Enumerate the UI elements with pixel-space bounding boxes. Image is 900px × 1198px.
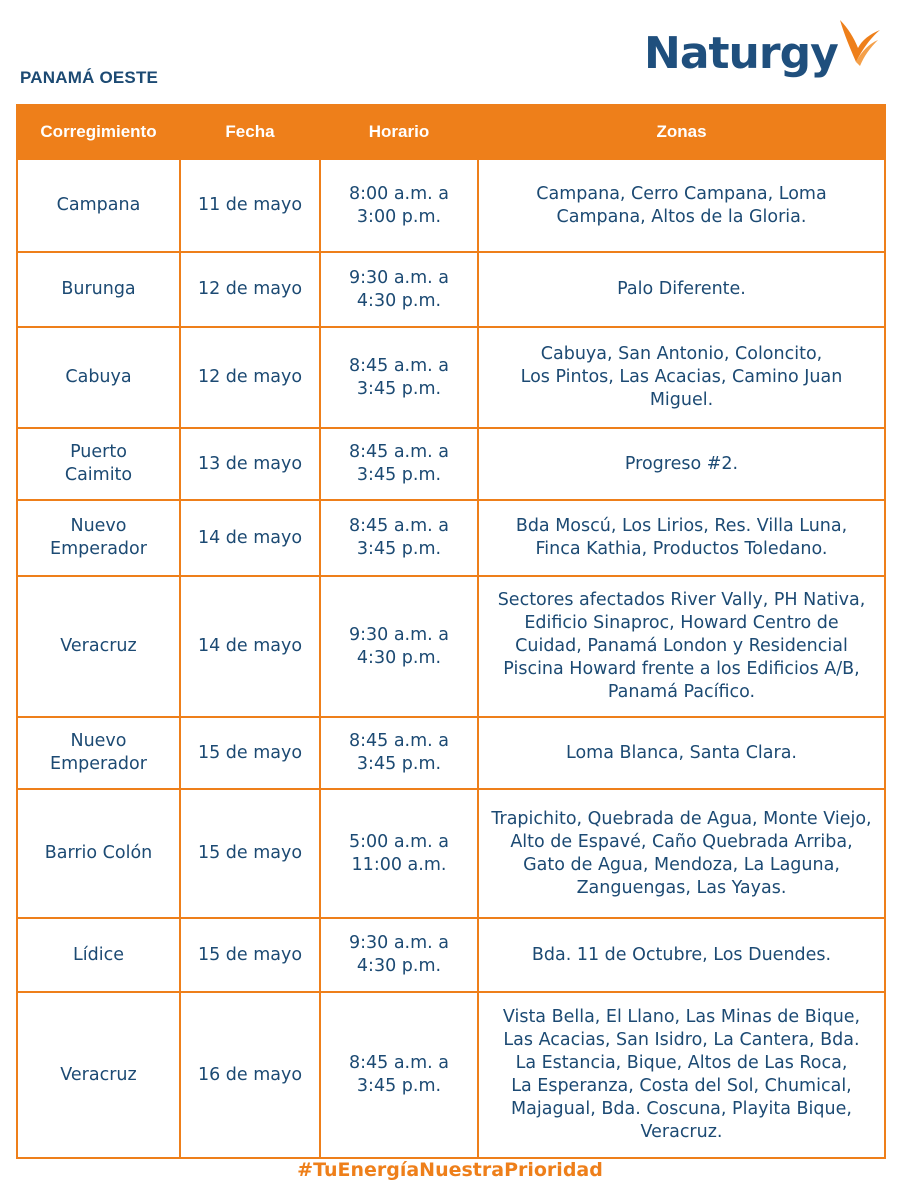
cell-horario: 8:45 a.m. a 3:45 p.m. bbox=[320, 717, 478, 789]
cell-zonas: Bda Moscú, Los Lirios, Res. Villa Luna, Finca Kathia, Productos Toledano. bbox=[478, 500, 885, 576]
cell-fecha: 11 de mayo bbox=[180, 159, 320, 252]
cell-fecha: 16 de mayo bbox=[180, 992, 320, 1158]
table-row bbox=[17, 428, 885, 500]
cell-zonas: Trapichito, Quebrada de Agua, Monte Viejo, Alto de Espavé, Caño Quebrada Arriba, Gato de Agua, Mendoza, La Laguna, Zanguengas, Las Yayas. bbox=[478, 789, 885, 918]
schedule-table bbox=[16, 104, 886, 1159]
cell-horario: 9:30 a.m. a 4:30 p.m. bbox=[320, 918, 478, 992]
cell-zonas: Sectores afectados River Vally, PH Nativa, Edificio Sinaproc, Howard Centro de Cuidad, Panamá London y Residencial Piscina Howard frente a los Edificios A/B, Panamá Pacífico. bbox=[478, 576, 885, 717]
cell-horario: 8:45 a.m. a 3:45 p.m. bbox=[320, 327, 478, 428]
col-header-horario: Horario bbox=[320, 105, 478, 159]
table-header-row bbox=[17, 105, 885, 159]
table-row bbox=[17, 500, 885, 576]
cell-fecha: 15 de mayo bbox=[180, 918, 320, 992]
cell-corregimiento: Campana bbox=[17, 159, 180, 252]
col-header-zonas: Zonas bbox=[478, 105, 885, 159]
cell-fecha: 14 de mayo bbox=[180, 576, 320, 717]
cell-corregimiento: Veracruz bbox=[17, 576, 180, 717]
table-row bbox=[17, 992, 885, 1158]
cell-horario: 8:45 a.m. a 3:45 p.m. bbox=[320, 992, 478, 1158]
cell-zonas: Cabuya, San Antonio, Coloncito, Los Pintos, Las Acacias, Camino Juan Miguel. bbox=[478, 327, 885, 428]
cell-zonas: Bda. 11 de Octubre, Los Duendes. bbox=[478, 918, 885, 992]
cell-horario: 5:00 a.m. a 11:00 a.m. bbox=[320, 789, 478, 918]
cell-fecha: 12 de mayo bbox=[180, 327, 320, 428]
cell-horario: 8:00 a.m. a 3:00 p.m. bbox=[320, 159, 478, 252]
cell-corregimiento: Nuevo Emperador bbox=[17, 717, 180, 789]
cell-corregimiento: Puerto Caimito bbox=[17, 428, 180, 500]
butterfly-icon bbox=[834, 18, 882, 76]
cell-corregimiento: Barrio Colón bbox=[17, 789, 180, 918]
table-row bbox=[17, 327, 885, 428]
col-header-corregimiento: Corregimiento bbox=[17, 105, 180, 159]
logo-text: Naturgy bbox=[644, 28, 838, 79]
cell-zonas: Loma Blanca, Santa Clara. bbox=[478, 717, 885, 789]
cell-zonas: Vista Bella, El Llano, Las Minas de Bique, Las Acacias, San Isidro, La Cantera, Bda. La Estancia, Bique, Altos de Las Roca, La Esperanza, Costa del Sol, Chumical, Majagual, Bda. Coscuna, Playita Bique, Veracruz. bbox=[478, 992, 885, 1158]
cell-zonas: Palo Diferente. bbox=[478, 252, 885, 327]
cell-fecha: 12 de mayo bbox=[180, 252, 320, 327]
cell-horario: 9:30 a.m. a 4:30 p.m. bbox=[320, 576, 478, 717]
cell-corregimiento: Lídice bbox=[17, 918, 180, 992]
table-row bbox=[17, 252, 885, 327]
footer-hashtag: #TuEnergíaNuestraPrioridad bbox=[297, 1159, 603, 1181]
table-row bbox=[17, 918, 885, 992]
table-row bbox=[17, 159, 885, 252]
table-row bbox=[17, 576, 885, 717]
cell-zonas: Campana, Cerro Campana, Loma Campana, Altos de la Gloria. bbox=[478, 159, 885, 252]
cell-fecha: 13 de mayo bbox=[180, 428, 320, 500]
table-row bbox=[17, 717, 885, 789]
naturgy-logo bbox=[644, 14, 889, 86]
cell-zonas: Progreso #2. bbox=[478, 428, 885, 500]
cell-horario: 9:30 a.m. a 4:30 p.m. bbox=[320, 252, 478, 327]
cell-corregimiento: Veracruz bbox=[17, 992, 180, 1158]
cell-fecha: 14 de mayo bbox=[180, 500, 320, 576]
cell-corregimiento: Nuevo Emperador bbox=[17, 500, 180, 576]
table-row bbox=[17, 789, 885, 918]
cell-fecha: 15 de mayo bbox=[180, 717, 320, 789]
region-title: PANAMÁ OESTE bbox=[20, 68, 159, 87]
col-header-fecha: Fecha bbox=[180, 105, 320, 159]
cell-corregimiento: Burunga bbox=[17, 252, 180, 327]
cell-horario: 8:45 a.m. a 3:45 p.m. bbox=[320, 428, 478, 500]
cell-corregimiento: Cabuya bbox=[17, 327, 180, 428]
cell-fecha: 15 de mayo bbox=[180, 789, 320, 918]
cell-horario: 8:45 a.m. a 3:45 p.m. bbox=[320, 500, 478, 576]
